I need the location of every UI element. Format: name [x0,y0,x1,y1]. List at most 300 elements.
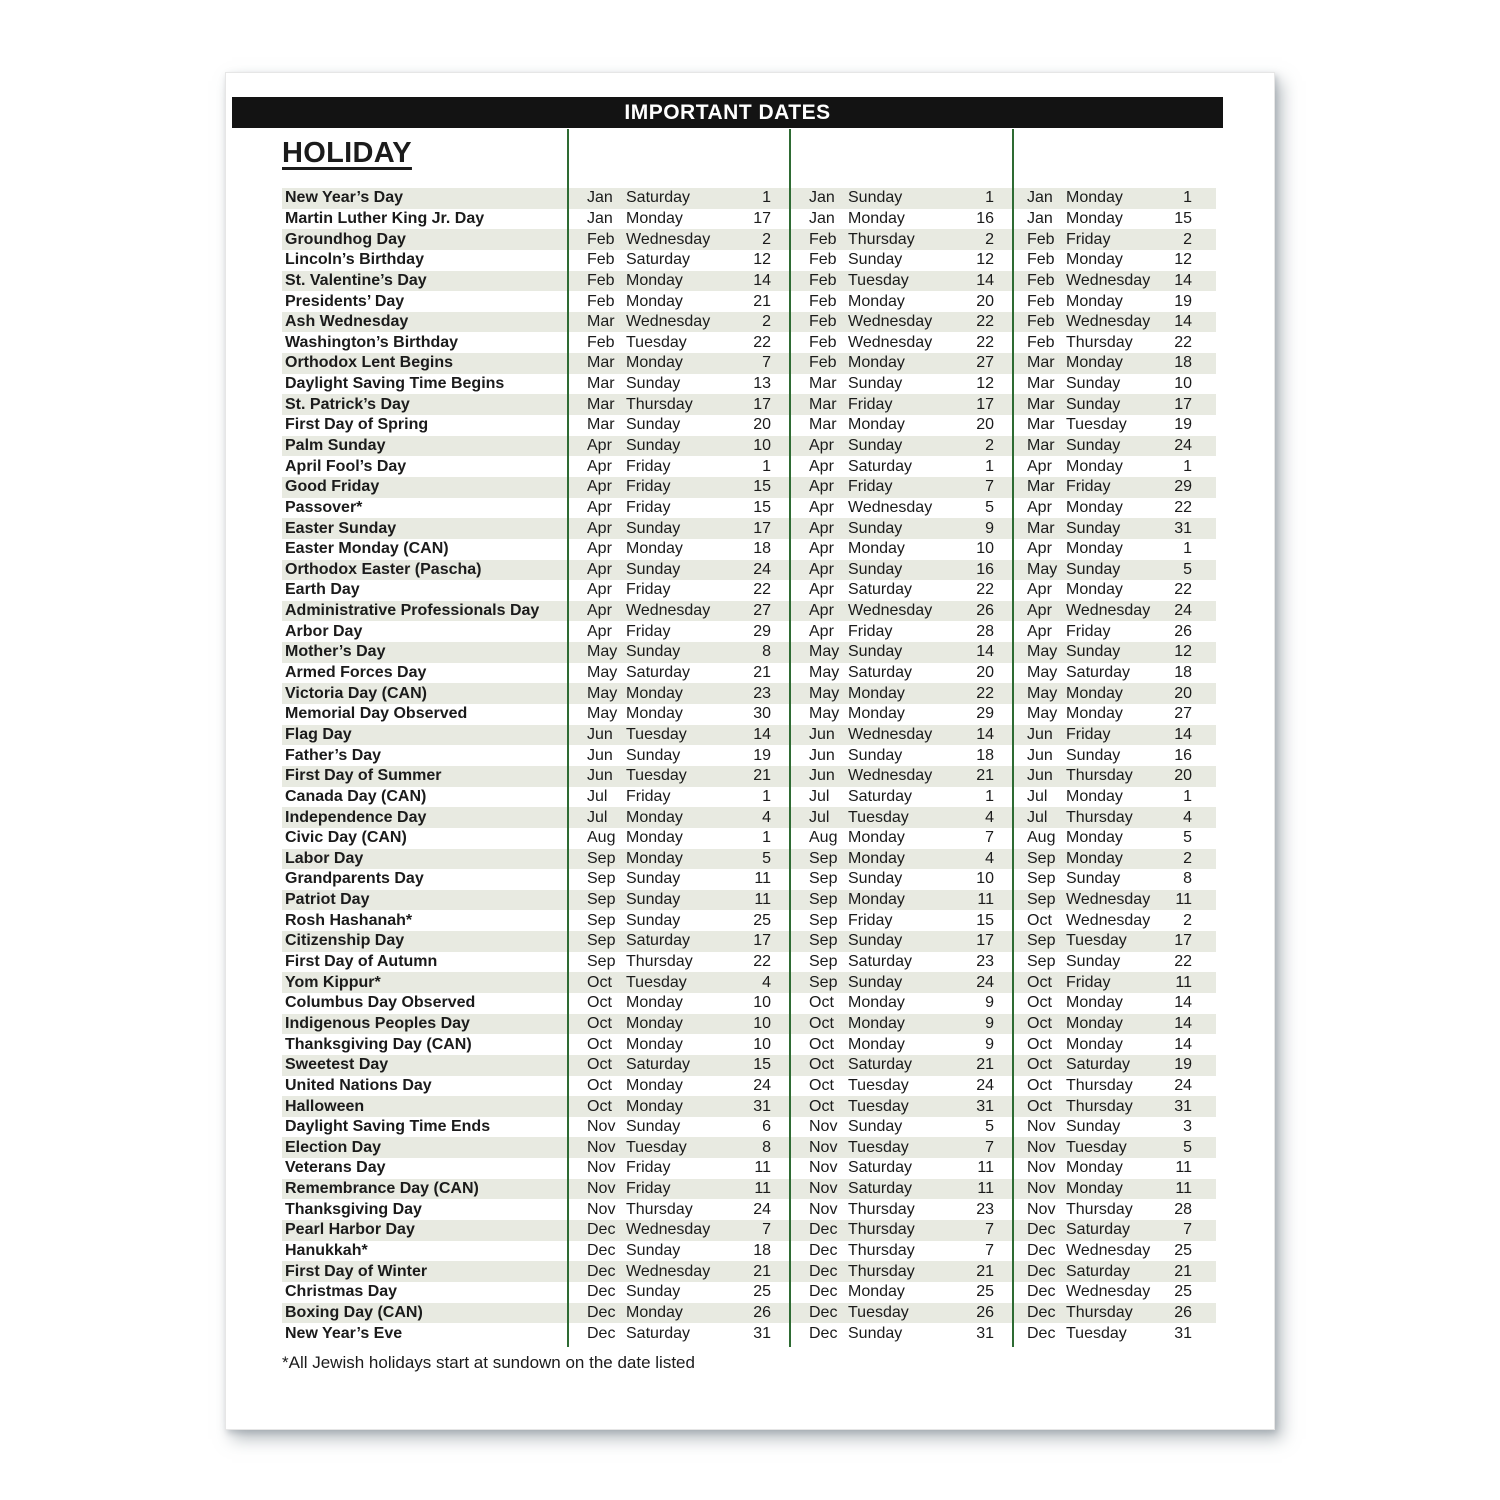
day-number-cell: 17 [753,209,771,227]
weekday-cell: Tuesday [626,973,687,991]
weekday-cell: Monday [626,209,683,227]
holiday-name: Independence Day [285,808,427,826]
weekday-cell: Tuesday [1066,932,1127,950]
weekday-cell: Sunday [1066,395,1121,413]
table-row [282,642,1216,663]
month-cell: Oct [809,1097,834,1115]
day-number-cell: 26 [753,1303,771,1321]
date-group-1 [567,705,789,723]
weekday-cell: Friday [626,581,671,599]
date-group-1 [567,499,789,517]
date-group-3 [1012,375,1216,393]
date-group-1 [567,685,789,703]
day-number-cell: 14 [1174,1035,1192,1053]
day-number-cell: 12 [976,251,994,269]
month-cell: Nov [809,1159,838,1177]
day-number-cell: 22 [1174,953,1192,971]
day-number-cell: 4 [985,849,994,867]
weekday-cell: Sunday [626,416,681,434]
weekday-cell: Monday [848,684,905,702]
date-group-3 [1012,1015,1216,1033]
table-row [282,539,1216,560]
month-cell: Feb [809,271,837,289]
date-group-2 [789,1201,1012,1219]
day-number-cell: 11 [977,1159,994,1177]
month-cell: Apr [587,498,612,516]
month-cell: Dec [809,1324,838,1342]
month-cell: Dec [1027,1241,1056,1259]
holiday-name: Earth Day [285,581,360,599]
weekday-cell: Friday [848,622,893,640]
date-group-1 [567,1242,789,1260]
date-group-3 [1012,499,1216,517]
day-number-cell: 26 [976,1303,994,1321]
day-number-cell: 22 [753,953,771,971]
day-number-cell: 2 [985,437,994,454]
month-cell: Mar [587,395,615,413]
month-cell: Mar [1027,478,1055,496]
day-number-cell: 21 [976,767,994,785]
date-group-2 [789,416,1012,434]
day-number-cell: 31 [976,1097,994,1115]
date-group-3 [1012,685,1216,703]
month-cell: Nov [587,1118,616,1136]
month-cell: Apr [1027,540,1052,558]
date-group-3 [1012,664,1216,682]
weekday-cell: Thursday [1066,1097,1133,1115]
date-group-2 [789,747,1012,765]
weekday-cell: Monday [1066,189,1123,207]
month-cell: Mar [587,375,615,393]
weekday-cell: Monday [626,705,683,723]
date-group-2 [789,478,1012,496]
date-group-1 [567,520,789,538]
weekday-cell: Saturday [1066,1262,1131,1280]
date-group-1 [567,664,789,682]
month-cell: Apr [809,581,834,599]
month-cell: Feb [587,251,615,269]
month-cell: Feb [809,354,837,372]
day-number-cell: 2 [762,230,771,248]
day-number-cell: 20 [1174,767,1192,785]
month-cell: Apr [587,602,612,620]
month-cell: Dec [809,1262,838,1280]
month-cell: Sep [809,849,838,867]
month-cell: Jun [587,767,613,785]
date-group-2 [789,581,1012,599]
day-number-cell: 31 [1174,519,1192,537]
month-cell: Apr [587,519,612,537]
month-cell: Dec [587,1303,616,1321]
table-row [282,332,1216,353]
day-number-cell: 6 [762,1118,771,1136]
date-group-2 [789,953,1012,971]
day-number-cell: 14 [976,271,994,289]
weekday-cell: Monday [626,292,683,310]
month-cell: Feb [1027,251,1055,269]
month-cell: Apr [1027,498,1052,516]
date-group-2 [789,932,1012,950]
day-number-cell: 27 [753,602,771,620]
day-number-cell: 8 [762,643,771,661]
day-number-cell: 25 [1174,1283,1192,1301]
holiday-table [282,188,1216,1344]
month-cell: Dec [1027,1262,1056,1280]
table-row [282,1137,1216,1158]
day-number-cell: 26 [976,602,994,620]
date-group-3 [1012,953,1216,971]
month-cell: Dec [1027,1283,1056,1301]
weekday-cell: Saturday [1066,1056,1131,1074]
holiday-name: Daylight Saving Time Begins [285,375,505,393]
date-group-2 [789,1015,1012,1033]
holiday-name: Veterans Day [285,1159,386,1177]
weekday-cell: Wednesday [848,313,933,331]
weekday-cell: Sunday [1066,437,1121,454]
weekday-cell: Wednesday [848,602,933,620]
day-number-cell: 11 [754,1159,771,1177]
date-group-1 [567,437,789,455]
date-group-3 [1012,540,1216,558]
month-cell: Mar [1027,375,1055,393]
weekday-cell: Sunday [848,1324,903,1342]
day-number-cell: 21 [976,1262,994,1280]
date-group-3 [1012,272,1216,290]
day-number-cell: 12 [976,375,994,393]
month-cell: Feb [1027,271,1055,289]
month-cell: Oct [809,1056,834,1074]
month-cell: Apr [1027,581,1052,599]
date-group-3 [1012,478,1216,496]
weekday-cell: Thursday [1066,767,1133,785]
date-group-2 [789,458,1012,476]
date-group-3 [1012,251,1216,269]
table-row [282,1158,1216,1179]
date-group-3 [1012,354,1216,372]
date-group-1 [567,953,789,971]
month-cell: Jun [587,746,613,764]
date-group-3 [1012,396,1216,414]
date-group-2 [789,1098,1012,1116]
holiday-name: Christmas Day [285,1283,398,1301]
month-cell: Nov [587,1200,616,1218]
holiday-name: New Year’s Eve [285,1324,403,1342]
month-cell: May [809,684,840,702]
weekday-cell: Sunday [626,746,681,764]
weekday-cell: Saturday [848,1180,913,1198]
month-cell: Jul [809,808,830,826]
date-group-2 [789,210,1012,228]
date-group-1 [567,829,789,847]
date-group-2 [789,1139,1012,1157]
month-cell: Sep [1027,953,1056,971]
date-group-2 [789,499,1012,517]
date-group-2 [789,1263,1012,1281]
date-group-3 [1012,581,1216,599]
month-cell: Apr [809,457,834,475]
date-group-2 [789,788,1012,806]
weekday-cell: Thursday [626,953,693,971]
weekday-cell: Sunday [848,870,903,888]
date-group-3 [1012,1304,1216,1322]
weekday-cell: Friday [1066,230,1111,248]
holiday-name: Washington’s Birthday [285,333,459,351]
month-cell: Aug [587,829,616,847]
table-row [282,271,1216,292]
table-row [282,828,1216,849]
month-cell: Jan [587,209,613,227]
holiday-name: Canada Day (CAN) [285,787,427,805]
weekday-cell: Friday [626,1180,671,1198]
date-group-1 [567,1015,789,1033]
day-number-cell: 2 [985,230,994,248]
table-row [282,931,1216,952]
date-group-1 [567,1098,789,1116]
day-number-cell: 11 [1175,1159,1192,1177]
table-row [282,621,1216,642]
month-cell: May [1027,643,1058,661]
month-cell: Sep [809,973,838,991]
weekday-cell: Monday [626,684,683,702]
day-number-cell: 23 [753,684,771,702]
weekday-cell: Friday [848,478,893,496]
holiday-name: First Day of Autumn [285,953,438,971]
month-cell: Feb [587,292,615,310]
day-number-cell: 12 [1174,643,1192,661]
month-cell: Aug [809,829,838,847]
date-group-2 [789,1242,1012,1260]
month-cell: Dec [587,1221,616,1239]
month-cell: Feb [1027,313,1055,331]
day-number-cell: 18 [976,746,994,764]
date-group-1 [567,602,789,620]
weekday-cell: Saturday [626,932,691,950]
date-group-1 [567,375,789,393]
month-cell: Jun [809,746,835,764]
table-row [282,1076,1216,1097]
table-row [282,1220,1216,1241]
day-number-cell: 10 [753,1014,771,1032]
month-cell: Oct [587,1035,612,1053]
holiday-name: Flag Day [285,725,352,743]
month-cell: Mar [1027,395,1055,413]
day-number-cell: 24 [753,1200,771,1218]
date-group-1 [567,540,789,558]
weekday-cell: Saturday [848,457,913,475]
table-row [282,663,1216,684]
month-cell: Apr [809,622,834,640]
day-number-cell: 16 [976,209,994,227]
month-cell: Oct [809,1035,834,1053]
table-row [282,374,1216,395]
day-number-cell: 5 [985,498,994,516]
day-number-cell: 10 [1174,375,1192,393]
date-group-1 [567,272,789,290]
month-cell: Dec [1027,1221,1056,1239]
month-cell: Dec [587,1324,616,1342]
day-number-cell: 24 [976,1076,994,1094]
holiday-name: Victoria Day (CAN) [285,684,427,702]
weekday-cell: Saturday [626,251,691,269]
weekday-cell: Monday [848,1283,905,1301]
weekday-cell: Sunday [848,932,903,950]
day-number-cell: 1 [1183,457,1192,475]
date-group-3 [1012,912,1216,930]
month-cell: Mar [1027,437,1055,454]
weekday-cell: Sunday [848,643,903,661]
date-group-3 [1012,520,1216,538]
weekday-cell: Tuesday [1066,1138,1127,1156]
table-row [282,787,1216,808]
day-number-cell: 7 [762,1221,771,1239]
date-group-3 [1012,747,1216,765]
day-number-cell: 19 [1174,416,1192,434]
date-group-3 [1012,1283,1216,1301]
date-group-3 [1012,809,1216,827]
day-number-cell: 17 [1174,932,1192,950]
day-number-cell: 14 [1174,994,1192,1012]
day-number-cell: 17 [753,932,771,950]
weekday-cell: Monday [848,994,905,1012]
weekday-cell: Sunday [848,746,903,764]
month-cell: Nov [1027,1180,1056,1198]
day-number-cell: 9 [985,994,994,1012]
date-group-2 [789,912,1012,930]
holiday-name: Columbus Day Observed [285,994,476,1012]
day-number-cell: 29 [753,622,771,640]
weekday-cell: Monday [1066,994,1123,1012]
weekday-cell: Monday [1066,209,1123,227]
date-group-2 [789,829,1012,847]
day-number-cell: 22 [976,313,994,331]
weekday-cell: Monday [848,1035,905,1053]
month-cell: Apr [809,602,834,620]
table-row [282,353,1216,374]
weekday-cell: Sunday [626,519,681,537]
date-group-1 [567,850,789,868]
month-cell: May [1027,705,1058,723]
day-number-cell: 12 [753,251,771,269]
table-row [282,1282,1216,1303]
month-cell: Sep [1027,932,1056,950]
day-number-cell: 14 [1174,271,1192,289]
month-cell: Mar [587,416,615,434]
day-number-cell: 25 [753,911,771,929]
day-number-cell: 4 [762,808,771,826]
day-number-cell: 22 [753,333,771,351]
day-number-cell: 22 [753,581,771,599]
holiday-name: First Day of Spring [285,416,429,434]
weekday-cell: Tuesday [626,333,687,351]
date-group-2 [789,726,1012,744]
day-number-cell: 22 [976,333,994,351]
date-group-2 [789,891,1012,909]
day-number-cell: 22 [1174,581,1192,599]
day-number-cell: 21 [753,1262,771,1280]
holiday-name: St. Patrick’s Day [285,395,410,413]
date-group-2 [789,520,1012,538]
day-number-cell: 18 [1174,354,1192,372]
day-number-cell: 31 [1174,1097,1192,1115]
day-number-cell: 20 [976,664,994,682]
day-number-cell: 18 [753,540,771,558]
month-cell: May [587,684,618,702]
weekday-cell: Monday [1066,829,1123,847]
weekday-cell: Tuesday [626,767,687,785]
weekday-cell: Thursday [848,1262,915,1280]
month-cell: Nov [587,1159,616,1177]
month-cell: Sep [809,870,838,888]
weekday-cell: Friday [1066,725,1111,743]
month-cell: Oct [1027,973,1052,991]
date-group-2 [789,189,1012,207]
month-cell: May [587,664,618,682]
date-group-1 [567,891,789,909]
month-cell: Apr [587,622,612,640]
holiday-name: Martin Luther King Jr. Day [285,209,485,227]
table-row [282,209,1216,230]
date-group-2 [789,561,1012,579]
weekday-cell: Thursday [626,395,693,413]
month-cell: Apr [587,478,612,496]
day-number-cell: 10 [753,437,771,454]
holiday-name: Thanksgiving Day [285,1200,422,1218]
date-group-2 [789,1325,1012,1343]
day-number-cell: 15 [976,911,994,929]
weekday-cell: Thursday [1066,1076,1133,1094]
weekday-cell: Wednesday [626,1221,711,1239]
weekday-cell: Monday [626,829,683,847]
weekday-cell: Monday [626,1035,683,1053]
day-number-cell: 28 [976,622,994,640]
month-cell: Apr [587,540,612,558]
date-group-3 [1012,602,1216,620]
weekday-cell: Sunday [848,1118,903,1136]
date-group-1 [567,1221,789,1239]
month-cell: Oct [809,1076,834,1094]
weekday-cell: Monday [1066,354,1123,372]
date-group-2 [789,293,1012,311]
month-cell: Aug [1027,829,1056,847]
date-group-2 [789,437,1012,455]
date-group-1 [567,293,789,311]
month-cell: Jul [809,787,830,805]
weekday-cell: Tuesday [848,1138,909,1156]
day-number-cell: 11 [1175,891,1192,909]
day-number-cell: 12 [1174,251,1192,269]
date-group-3 [1012,623,1216,641]
date-group-1 [567,1325,789,1343]
weekday-cell: Monday [1066,292,1123,310]
month-cell: Sep [809,953,838,971]
month-cell: Jul [587,787,608,805]
weekday-cell: Wednesday [848,725,933,743]
month-cell: Oct [1027,1097,1052,1115]
day-number-cell: 26 [1174,622,1192,640]
date-group-1 [567,1201,789,1219]
month-cell: Mar [1027,416,1055,434]
table-row [282,704,1216,725]
date-group-1 [567,974,789,992]
month-cell: Oct [1027,1014,1052,1032]
table-row [282,849,1216,870]
date-group-2 [789,334,1012,352]
month-cell: Jan [587,189,613,207]
weekday-cell: Tuesday [626,1138,687,1156]
month-cell: Jul [1027,808,1048,826]
weekday-cell: Saturday [626,1324,691,1342]
weekday-cell: Sunday [626,1241,681,1259]
